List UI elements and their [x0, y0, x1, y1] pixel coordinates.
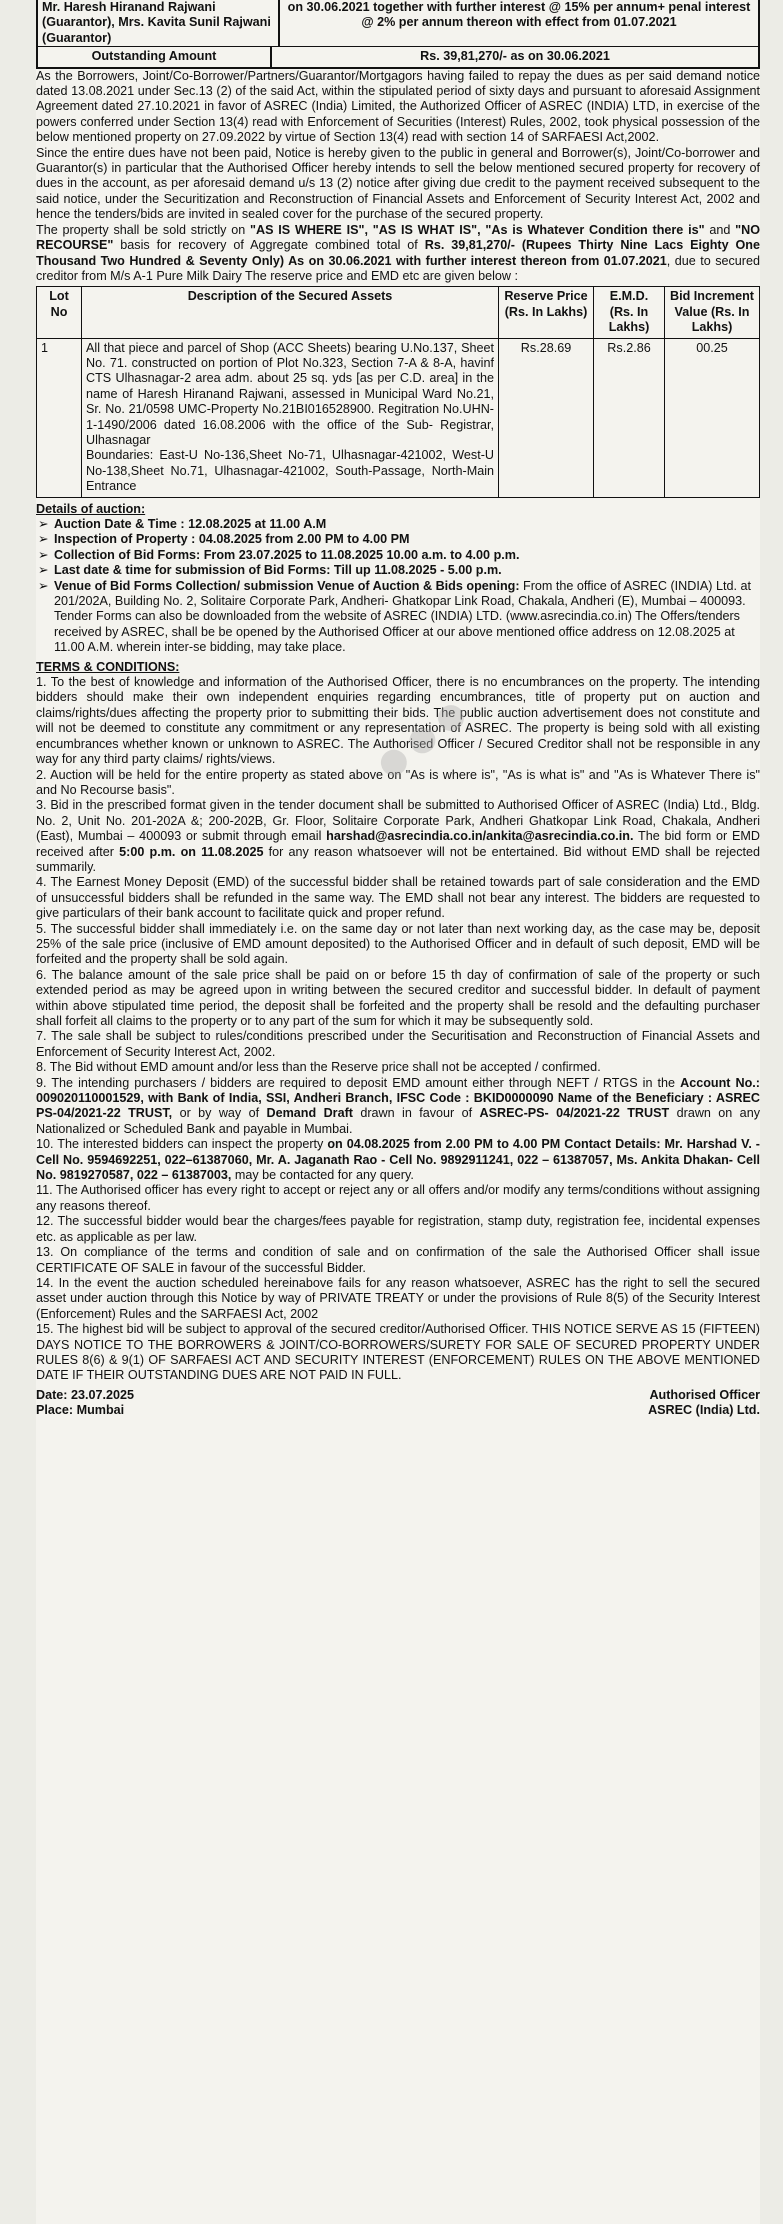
text-run: basis for recovery of Aggregate combined total of — [113, 238, 425, 253]
term-15: 15. The highest bid will be subject to approval of the secured creditor/Authorised Officer. THIS NOTICE SERVE AS 15 (FIFTEEN) DAYS NOTICE TO THE BORROWERS & JOINT/CO-BORROWERS/SURETY FOR SALE OF SECURED PROPERTY UNDER RULES 8(6) & 9(1) OF SARFAESI ACT AND SECURITY INTEREST (ENFORCEMENT) RULES ON THE ABOVE MENTIONED DATE IF THEIR OUTSTANDING DUES ARE NOT PAID IN FULL. — [36, 1322, 760, 1383]
header-lot: Lot No — [37, 287, 82, 338]
auction-notice-page — [36, 0, 760, 2224]
outstanding-value: Rs. 39,81,270/- as on 30.06.2021 — [420, 49, 610, 64]
bank-details: Account No.: 009020110001529, with Bank of India, SSI, Andheri Branch, IFSC Code : BKID0000090 Name of the Beneficiary : ASREC PS-04/2021-22 TRUST, — [36, 1075, 760, 1121]
date-place — [36, 1388, 134, 1419]
signatory-company: ASREC (India) Ltd. — [648, 1403, 760, 1418]
lot-number: 1 — [37, 338, 82, 497]
text-run: , due to secured creditor from M/s A-1 Pure Milk Dairy The reserve price and EMD etc are given below : — [36, 253, 760, 283]
bid-increment: 00.25 — [665, 338, 760, 497]
term-9 — [36, 1076, 760, 1138]
table-header-row — [37, 287, 760, 338]
list-item — [54, 532, 760, 547]
text-run: 3. Bid in the prescribed format given in the tender document shall be submitted to Authorised Officer of ASREC (India) Ltd., Bldg. No. 2, Unit No. 201-202A &; 200-202B, Gr. Floor, Solitaire Corporate Park, Andheri Ghatkopar Link Road, Chakala, Andheri (East), Mumbai – 400093 or submit through email — [36, 798, 760, 844]
text-run: 10. The interested bidders can inspect the property — [36, 1137, 328, 1152]
asset-text: All that piece and parcel of Shop (ACC Sheets) bearing U.No.137, Sheet No. 71. constructed on portion of Plot No.323, Section 7-A & 8-A, havinf CTS Ulhasnagar-2 area adm. about 25 sq. yds [as per C.D. area] in the name of Haresh Hiranand Rajwani, assessed in Municipal Ward No.21, Sr. No. 21/0598 UMC-Property No.21BI016528900. Regitration No.UHN-1-1490/2006 dated 16.08.2006 with the office of the Sub- Registrar, Ulhasnagar — [86, 340, 494, 447]
text-run: for any reason whatsoever will not be entertained. Bid without EMD shall be rejected summarily. — [36, 844, 760, 874]
detail-inspection: Inspection of Property : 04.08.2025 from 2.00 PM to 4.00 PM — [54, 532, 410, 547]
detail-collection: Collection of Bid Forms: From 23.07.2025 to 11.08.2025 10.00 a.m. to 4.00 p.m. — [54, 547, 520, 562]
term-6: 6. The balance amount of the sale price shall be paid on or before 15 th day of confirmation of sale of the property or such extended period as may be agreed upon in writing between the secured creditor and successful bidder. In default of payment within above stipulated time period, the deposit shall be forfeited and the property shall be resold and the defaulting purchaser shall forfeit all claims to the property or to any part of the sum for which it may be subsequently sold. — [36, 967, 760, 1028]
term-10 — [36, 1137, 760, 1183]
term-4: 4. The Earnest Money Deposit (EMD) of the successful bidder shall be retained towards part of sale consideration and the EMD of unsuccessful bidders shall be refunded in the same way. The EMD shall not bear any interest. The bidders are requested to give particulars of their bank account to facilitate quick and proper refund. — [36, 875, 760, 921]
list-item — [54, 548, 760, 563]
term-13: 13. On compliance of the terms and condition of sale and on confirmation of the sale the Authorised Officer shall issue CERTIFICATE OF SALE in favour of the successful Bidder. — [36, 1245, 760, 1275]
outstanding-row — [36, 46, 760, 68]
text-run: and — [704, 222, 736, 237]
watermark-logo: ●●● — [356, 677, 484, 798]
borrower-row — [36, 0, 760, 46]
notice-place: Place: Mumbai — [36, 1403, 125, 1418]
text-run: or by way of — [172, 1106, 267, 1121]
text-run: 9. The intending purchasers / bidders are required to deposit EMD amount either through NEFT / RTGS in the — [36, 1075, 681, 1090]
text-run: drawn in favour of — [352, 1106, 480, 1121]
auction-details-list — [36, 517, 760, 656]
header-increment: Bid Increment Value (Rs. In Lakhs) — [665, 287, 760, 338]
header-reserve: Reserve Price (Rs. In Lakhs) — [499, 287, 594, 338]
bold-run: Demand Draft — [266, 1106, 353, 1121]
interest-terms: on 30.06.2021 together with further interest @ 15% per annum+ penal interest @ 2% per annum thereon with effect from 01.07.2021 — [287, 0, 751, 30]
signatory-title: Authorised Officer — [649, 1387, 760, 1402]
signatory — [648, 1388, 760, 1419]
outstanding-label: Outstanding Amount — [38, 47, 272, 66]
bold-run: 5:00 p.m. on 11.08.2025 — [119, 844, 264, 859]
asset-boundaries: Boundaries: East-U No-136,Sheet No-71, Ulhasnagar-421002, West-U No-138,Sheet No.71, Ulhasnagar-421002, South-Passage, North-Main Entrance — [86, 448, 494, 494]
reserve-price: Rs.28.69 — [499, 338, 594, 497]
detail-auction-date: Auction Date & Time : 12.08.2025 at 11.00 A.M — [54, 517, 327, 531]
header-emd: E.M.D. (Rs. In Lakhs) — [594, 287, 665, 338]
secured-assets-table — [36, 286, 760, 497]
text-run: The property shall be sold strictly on — [36, 222, 251, 237]
list-item — [54, 517, 760, 532]
signature-block — [36, 1388, 760, 1419]
guarantor-names: Mr. Haresh Hiranand Rajwani (Guarantor), Mrs. Kavita Sunil Rajwani (Guarantor) — [38, 0, 280, 46]
contact-details: on 04.08.2025 from 2.00 PM to 4.00 PM Contact Details: Mr. Harshad V. - Cell No. 9594692251, 022–61387060, Mr. A. Jaganath Rao - Cell No. 9892911241, 022 – 61387057, Ms. Ankita Dhakan- Cell No. 9819270587, 022 – 61387003, — [36, 1137, 760, 1183]
detail-last-date: Last date & time for submission of Bid Forms: Till up 11.08.2025 - 5.00 p.m. — [54, 563, 502, 578]
header-description: Description of the Secured Assets — [82, 287, 499, 338]
term-1: 1. To the best of knowledge and information of the Authorised Officer, there is no encumbrances on the property. The intending bidders should make their own independent enquiries regarding encumbrances, title of property put on auction and claims/rights/dues affecting the property prior to submitting their bids. The public auction advertisement does not constitute and will not be deemed to constitute any commitment or any representation of ASREC. The property is being sold with all existing encumbrances whether known or unknown to ASREC. The Authorised Officer / Secured Creditor shall not be responsible in any way for any third party claims/ rights/views. — [36, 675, 760, 767]
sale-basis-paragraph — [36, 223, 760, 285]
text-run: drawn on any Nationalized or Scheduled Bank and payable in Mumbai. — [36, 1106, 760, 1136]
details-heading: Details of auction: — [36, 501, 146, 516]
text-run: may be contacted for any query. — [231, 1168, 414, 1183]
term-11: 11. The Authorised officer has every right to accept or reject any or all offers and/or modify any terms/conditions without assigning any reasons thereof. — [36, 1183, 760, 1213]
table-row — [37, 338, 760, 497]
bold-run: "AS IS WHERE IS", "AS IS WHAT IS", "As is Whatever Condition there is" — [250, 222, 705, 237]
term-2: 2. Auction will be held for the entire property as stated above on "As is where is", "As is what is" and "As is Whatever There is" and No Recourse basis". — [36, 767, 760, 797]
terms-heading: TERMS & CONDITIONS: — [36, 659, 180, 674]
sale-notice-paragraph: Since the entire dues have not been paid, Notice is hereby given to the public in general and Borrower(s), Joint/Co-borrower and Guarantor(s) in particular that the Authorised Officer hereby intends to sell the below mentioned secured property for recovery of dues in the account, as per aforesaid demand u/s 13 (2) notice after giving due credit to the payment received subsequent to the said notice, under the Securitization and Reconstruction of Financial Assets and Enforcement of Security Interest Act, 2002 and hence the tenders/bids are invited in sealed cover for the purchase of the secured property. — [36, 145, 760, 222]
possession-paragraph: As the Borrowers, Joint/Co-Borrower/Partners/Guarantor/Mortgagors having failed to repay the dues as per said demand notice dated 13.08.2021 under Sec.13 (2) of the said Act, within the stipulated period of sixty days and pursuant to aforesaid Assignment Agreement dated 27.10.2021 in favor of ASREC (India) Limited, the Authorized Officer of ASREC (INDIA) LTD, in exercise of the powers conferred under Section 13(4) read with Enforcement of Securities (Interest) Rules, 2002, took physical possession of the below mentioned property on 27.09.2022 by virtue of Section 13(4) read with section 14 of SARFAESI Act,2002. — [36, 68, 760, 145]
term-12: 12. The successful bidder would bear the charges/fees payable for registration, stamp duty, registration fee, incidental expenses etc. as applicable as per law. — [36, 1214, 760, 1244]
bold-run: Rs. 39,81,270/- (Rupees Thirty Nine Lacs Eighty One Thousand Two Hundred & Seventy Only) As on 30.06.2021 with further interest thereon from 01.07.2021 — [36, 238, 760, 268]
term-14: 14. In the event the auction scheduled hereinabove fails for any reason whatsoever, ASREC has the right to sell the secured asset under auction through this Notice by way of PRIVATE TREATY or under the provisions of Rule 8(5) of the Security Interest (Enforcement) Rules and the SARFAESI Act, 2002 — [36, 1275, 760, 1321]
term-8: 8. The Bid without EMD amount and/or less than the Reserve price shall not be accepted / confirmed. — [36, 1060, 601, 1075]
notice-date: Date: 23.07.2025 — [36, 1387, 135, 1402]
list-item — [54, 563, 760, 578]
email-address: harshad@asrecindia.co.in/ankita@asrecindia.co.in. — [326, 829, 634, 844]
term-3 — [36, 798, 760, 875]
emd-amount: Rs.2.86 — [594, 338, 665, 497]
detail-venue-label: Venue of Bid Forms Collection/ submission Venue of Auction & Bids opening: — [54, 578, 520, 593]
bold-run: ASREC-PS- 04/2021-22 TRUST — [479, 1106, 670, 1121]
detail-venue-text: From the office of ASREC (INDIA) Ltd. at 201/202A, Building No. 2, Solitaire Corporate Park, Andheri- Ghatkopar Link Road, Chakala, Andheri (E), Mumbai – 400093. Tender Forms can also be downloaded from the website of ASREC (INDIA) LTD. (www.asrecindia.co.in) The Offers/tenders received by ASREC, shall be be opened by the Authorised Officer at our above mentioned office address on 12.08.2025 at 11.00 A.M. wherein inter-se bidding, may take place. — [54, 578, 751, 655]
term-7: 7. The sale shall be subject to rules/conditions prescribed under the Securitisation and Reconstruction of Financial Assets and Enforcement of Security Interest Act, 2002. — [36, 1029, 760, 1059]
term-5: 5. The successful bidder shall immediately i.e. on the same day or not later than next working day, as the case may be, deposit 25% of the sale price (inclusive of EMD amount deposited) to the Authorised Officer and in default of such deposit, EMD will be forfeited and the property shall be sold again. — [36, 921, 760, 967]
list-item — [54, 579, 760, 656]
bold-run: "NO RECOURSE" — [36, 222, 760, 253]
text-run: The bid form or EMD received after — [36, 829, 760, 859]
asset-description — [82, 338, 499, 497]
